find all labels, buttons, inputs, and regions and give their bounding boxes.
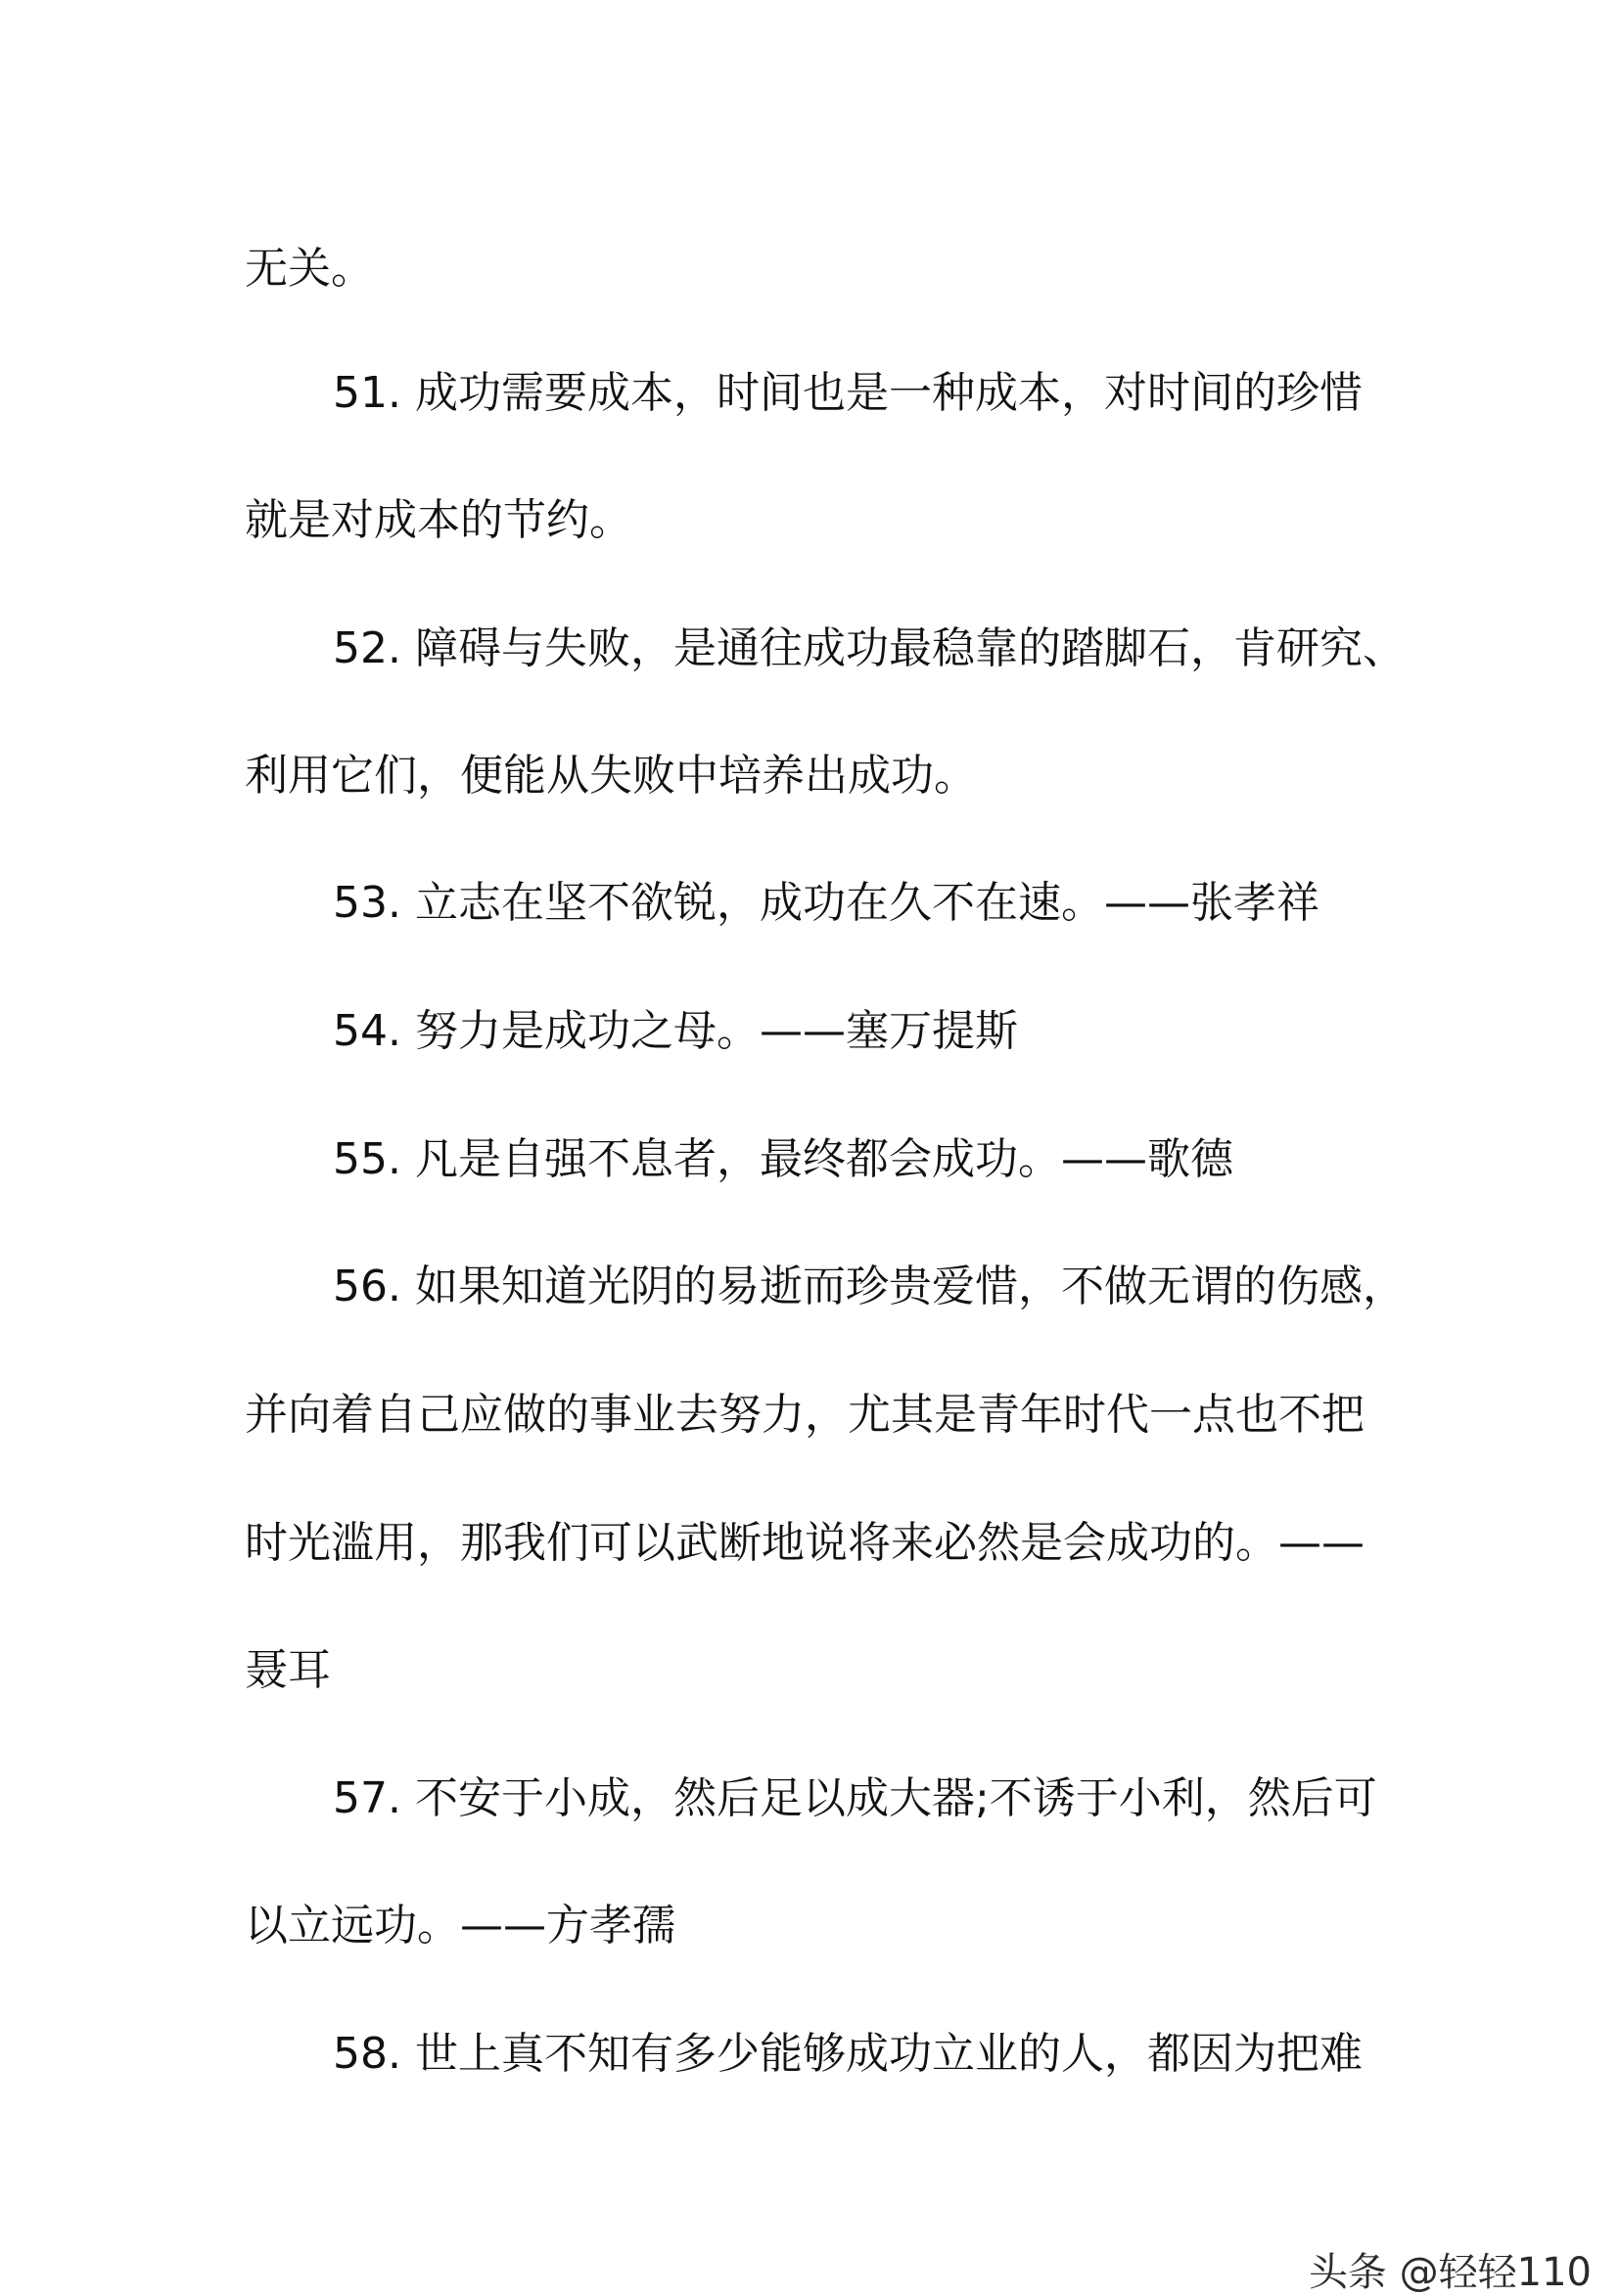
- text-line: 54. 努力是成功之母。——塞万提斯: [333, 1006, 1018, 1056]
- text-line: 55. 凡是自强不息者，最终都会成功。——歌德: [333, 1134, 1233, 1184]
- text-line: 57. 不安于小成，然后足以成大器;不诱于小利，然后可: [333, 1773, 1377, 1823]
- text-line: 以立远功。——方孝孺: [245, 1901, 675, 1951]
- text-line: 无关。: [245, 244, 374, 294]
- text-line: 58. 世上真不知有多少能够成功立业的人，都因为把难: [333, 2029, 1363, 2079]
- text-line: 并向着自己应做的事业去努力，尤其是青年时代一点也不把: [245, 1390, 1365, 1440]
- text-line: 时光滥用，那我们可以武断地说将来必然是会成功的。——: [245, 1518, 1365, 1568]
- text-line: 就是对成本的节约。: [245, 495, 632, 545]
- text-line: 56. 如果知道光阴的易逝而珍贵爱惜，不做无谓的伤感，: [333, 1262, 1406, 1311]
- text-line: 53. 立志在坚不欲锐，成功在久不在速。——张孝祥: [333, 878, 1319, 928]
- text-line: 聂耳: [245, 1645, 331, 1695]
- text-line: 51. 成功需要成本，时间也是一种成本，对时间的珍惜: [333, 368, 1363, 418]
- text-line: 52. 障碍与失败，是通往成功最稳靠的踏脚石，肯研究、: [333, 623, 1406, 673]
- watermark: 头条 @轻轻110: [1308, 2250, 1592, 2295]
- text-line: 利用它们，便能从失败中培养出成功。: [245, 751, 977, 801]
